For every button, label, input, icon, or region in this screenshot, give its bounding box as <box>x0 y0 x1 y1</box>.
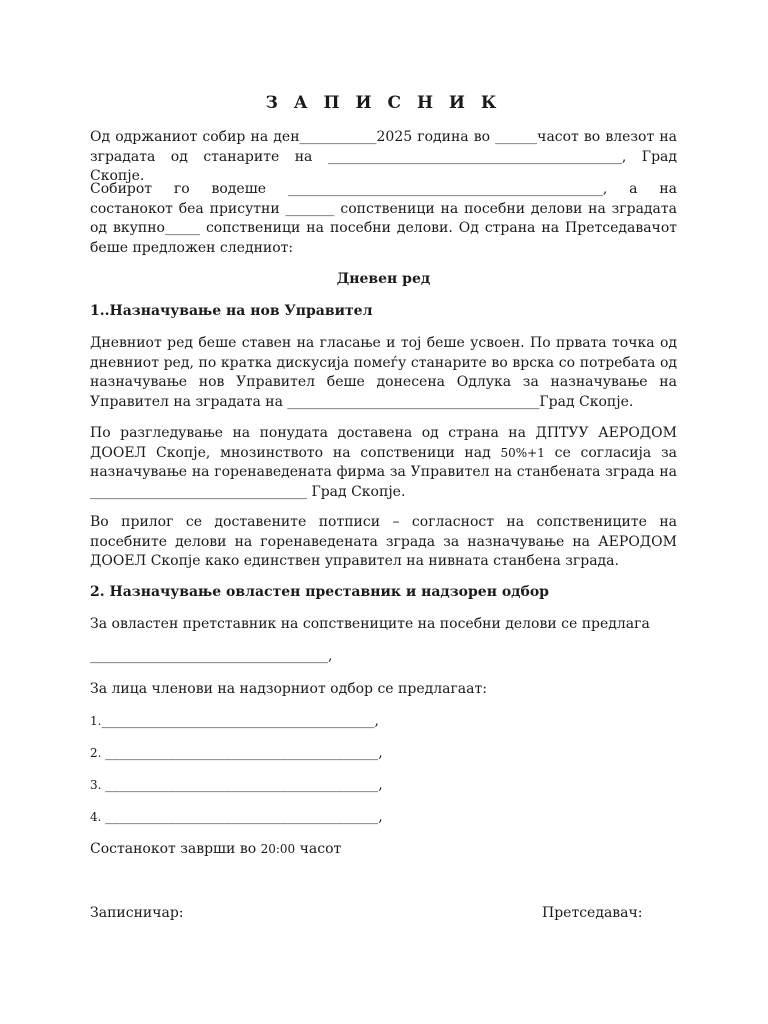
board-member-number: 1. <box>90 714 102 728</box>
board-member-number: 3. <box>90 778 106 792</box>
board-member-blank: _______________________________________, <box>105 777 383 793</box>
board-member-number: 2. <box>90 746 106 760</box>
board-member-blank: _______________________________________, <box>105 809 383 825</box>
closing-suffix: часот <box>295 841 342 857</box>
chaired-paragraph: Собирот го водеше _____________________________________________, а на состанокот беа присутни _______ сопственици на посебни делови на зградата од вкупно_____ сопственици на посебни делови. Од страна на Претседавачот беше предложен следниот: <box>90 181 677 256</box>
item1-paragraph-2 <box>90 424 677 502</box>
closing-time: 20:00 <box>260 842 296 856</box>
item1-paragraph-3: Во прилог се доставените потписи – согласност на сопствениците на посебните делови на горенаведената зграда за назначување на АЕРОДОМ ДООЕЛ Скопје како единствен управител на нивната станбена зграда. <box>90 514 677 569</box>
board-member-3 <box>90 777 383 793</box>
representative-blank: __________________________________, <box>90 648 333 664</box>
intro-paragraph: Од одржаниот собир на ден___________2025 година во ______часот во влезот на зградата од станарите на __________________________________________, Град Скопје. <box>90 129 677 184</box>
document-page <box>90 0 677 1024</box>
board-member-4 <box>90 809 383 825</box>
board-member-blank: _______________________________________, <box>101 713 379 729</box>
closing-line <box>90 841 341 857</box>
item1-paragraph-2-end: се согласија за назначување на горенаведената фирма за Управител на станбената зграда на _______________________________ Град Скопје. <box>90 444 677 500</box>
agenda-heading: Дневен ред <box>336 271 431 287</box>
representative-proposal: За овластен претставник на сопствениците на посебни делови се предлага <box>90 616 650 632</box>
board-proposal: За лица членови на надзорниот одбор се предлагаат: <box>90 681 487 697</box>
item1-paragraph-1: Дневниот ред беше ставен на гласање и тој беше усвоен. По првата точка од дневниот ред, по кратка дискусија помеѓу станарите во врска со потребата од назначување нов Управител беше донесена Одлука за назначување на Управител на зградата на ____________________________________Град Скопје. <box>90 335 677 410</box>
board-member-1 <box>90 713 379 729</box>
recorder-signature-label: Записничар: <box>90 905 184 921</box>
majority-percent: 50%+1 <box>500 445 545 460</box>
board-member-number: 4. <box>90 810 106 824</box>
item1-paragraph-2-start: По разгледување на понудата доставена од страна на ДПТУУ АЕРОДОМ ДООЕЛ Скопје, мнозинството на сопственици над <box>90 425 677 461</box>
item2-heading: 2. Назначување овластен преставник и надзорен одбор <box>90 584 549 600</box>
closing-text: Состанокот заврши во <box>90 841 261 857</box>
chairman-signature-label: Претседавач: <box>542 905 643 921</box>
document-title: З А П И С Н И К <box>265 93 502 113</box>
board-member-blank: _______________________________________, <box>105 745 383 761</box>
item1-heading: 1..Назначување на нов Управител <box>90 303 373 319</box>
board-member-2 <box>90 745 383 761</box>
